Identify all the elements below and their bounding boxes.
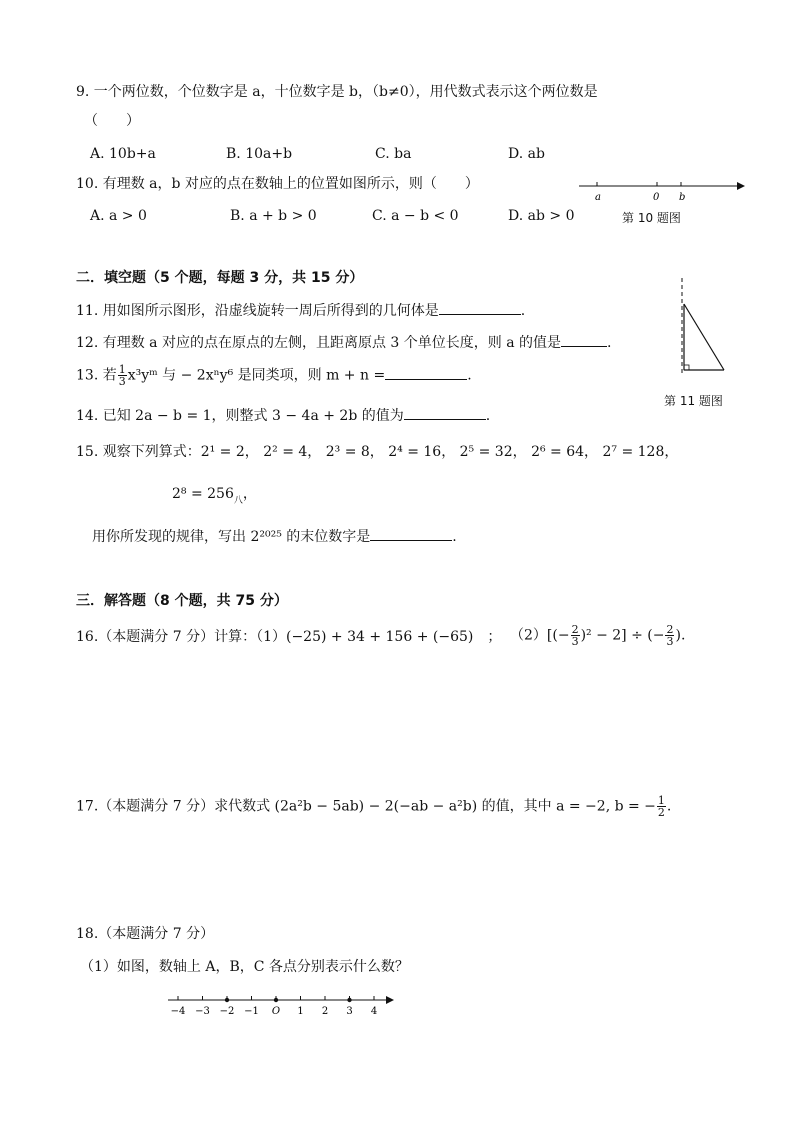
q9-paren: （ ） <box>84 113 140 129</box>
q16-part2-mid: )² − 2] ÷ (− <box>580 627 665 644</box>
q10-axis-label-a: a <box>595 192 601 203</box>
q18-tick-label: 1 <box>297 1006 304 1017</box>
q15-answer-blank <box>370 526 452 541</box>
q11-figure-caption: 第 11 题图 <box>664 394 723 408</box>
q16-part2 <box>510 624 685 647</box>
q17-frac-num: 1 <box>657 794 665 807</box>
q14-text: 14. 已知 2a − b = 1，则整式 3 − 4a + 2b 的值为 <box>76 408 404 424</box>
q15-line1: 15. 观察下列算式：2¹ = 2， 2² = 4， 2³ = 8， 2⁴ = 16， 2⁵ = 32， 2⁶ = 64， 2⁷ = 128， <box>76 444 679 460</box>
q16-part2-end: ) <box>675 627 681 644</box>
q18-point-dot <box>225 998 229 1002</box>
q18-tick-label: 2 <box>321 1006 329 1017</box>
q13-end: . <box>467 367 472 384</box>
q10-stem: 10. 有理数 a，b 对应的点在数轴上的位置如图所示，则（ ） <box>76 176 479 192</box>
q10-axis-label-0: 0 <box>653 192 660 203</box>
q9-stem: 9. 一个两位数，个位数字是 a，十位数字是 b，（b≠0），用代数式表示这个两位数是 <box>76 84 598 100</box>
q9-option-c: C. ba <box>375 146 412 162</box>
q12-line <box>76 332 611 353</box>
q11-line <box>76 300 525 321</box>
q11-text: 11. 用如图所示图形，沿虚线旋转一周后所得到的几何体是 <box>76 303 439 319</box>
q16-fraction-1 <box>571 624 580 647</box>
q9-option-a: A. 10b+a <box>90 146 156 162</box>
q11-end: . <box>520 303 526 319</box>
q16-frac2-den: 3 <box>666 635 674 648</box>
q13-mid: x³yᵐ 与 − 2xⁿy⁶ 是同类项，则 m + n = <box>127 367 386 384</box>
q18-point-dot <box>347 998 351 1002</box>
q15-line3 <box>92 526 457 547</box>
q14-answer-blank <box>404 405 486 420</box>
q18-axis-arrow <box>386 996 394 1004</box>
q13-fraction <box>118 364 127 387</box>
q18-part1: （1）如图，数轴上 A，B，C 各点分别表示什么数？ <box>80 959 409 975</box>
q18-tick-label: −3 <box>195 1006 210 1017</box>
q18-tick-label: −1 <box>244 1006 259 1017</box>
section2-title: 二．填空题（5 个题，每题 3 分，共 15 分） <box>76 270 364 286</box>
q15-line3-text: 用你所发现的规律，写出 2²⁰²⁵ 的末位数字是 <box>92 529 371 545</box>
q18-tick-label: −2 <box>219 1006 235 1017</box>
q12-answer-blank <box>561 332 607 347</box>
q17-line <box>76 795 671 818</box>
q17-fraction <box>657 795 666 818</box>
q9-option-d: D. ab <box>508 146 545 162</box>
q17-frac-den: 2 <box>657 806 665 819</box>
q15-end: . <box>452 529 457 545</box>
q13-frac-num: 1 <box>118 363 126 376</box>
q10-figure-caption: 第 10 题图 <box>622 211 681 225</box>
q12-text: 12. 有理数 a 对应的点在原点的左侧，且距离原点 3 个单位长度，则 a 的值是 <box>76 335 562 351</box>
q16-fraction-2 <box>665 624 674 647</box>
q10-option-a: A. a > 0 <box>90 208 147 224</box>
q13-pre: 13. 若 <box>76 367 117 384</box>
q11-answer-blank <box>439 300 521 315</box>
q18-number-line-figure <box>164 990 396 1020</box>
q15-line2-sub: 八 <box>233 496 243 506</box>
section3-title: 三．解答题（8 个题，共 75 分） <box>76 593 288 609</box>
q10-option-d: D. ab > 0 <box>508 208 575 224</box>
q15-line2-tail: ， <box>242 486 257 502</box>
q10-number-line-figure <box>575 176 745 204</box>
q18-tick-label: −4 <box>170 1006 186 1017</box>
q16-frac2-num: 2 <box>666 623 674 636</box>
q13-line <box>76 364 472 387</box>
q16-frac1-den: 3 <box>571 635 579 648</box>
q10-option-c: C. a − b < 0 <box>372 208 459 224</box>
q18-point-dot <box>274 998 278 1002</box>
q11-triangle-figure <box>660 276 740 378</box>
q9-option-b: B. 10a+b <box>226 146 293 162</box>
q13-frac-den: 3 <box>118 375 126 388</box>
q16-head: 16.（本题满分 7 分）计算：（1）(−25) + 34 + 156 + (−65) ； <box>76 629 502 645</box>
q13-answer-blank <box>385 365 467 380</box>
q10-axis-label-b: b <box>679 192 686 203</box>
q17-end: . <box>666 798 672 815</box>
q16-frac1-num: 2 <box>571 623 579 636</box>
q18-tick-label: O <box>271 1006 281 1017</box>
q15-line2-text: 2⁸ = 256 <box>172 486 234 502</box>
q10-option-b: B. a + b > 0 <box>230 208 317 224</box>
q18-tick-label: 3 <box>346 1006 353 1017</box>
q16-part2-dot: . <box>680 627 686 644</box>
q14-line <box>76 405 490 426</box>
q17-pre: 17.（本题满分 7 分）求代数式 (2a²b − 5ab) − 2(−ab − a²b) 的值，其中 a = −2, b = − <box>76 798 656 815</box>
q18-head: 18.（本题满分 7 分） <box>76 926 215 942</box>
q14-end: . <box>485 408 491 424</box>
q16-part2-pre: （2）[(− <box>510 627 570 644</box>
q18-tick-label: 4 <box>370 1006 378 1017</box>
q12-end: . <box>607 335 612 351</box>
q15-line2 <box>172 484 257 511</box>
